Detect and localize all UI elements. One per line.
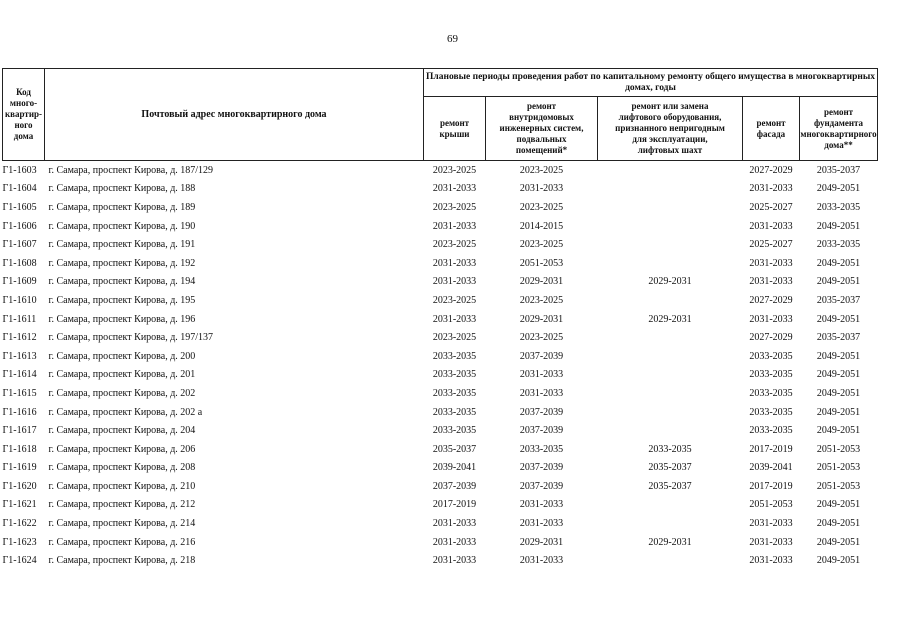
cell-address: г. Самара, проспект Кирова, д. 212 (48, 499, 196, 511)
cell-address: г. Самара, проспект Кирова, д. 201 (48, 369, 196, 381)
header-elevator: ремонт или замена лифтового оборудования, признанного непригодным для эксплуатации, лифтовых шахт (598, 97, 743, 161)
cell-code: Г1-1603 (2, 164, 37, 176)
cell-foundation: 2049-2051 (816, 350, 861, 362)
cell-address: г. Самара, проспект Кирова, д. 208 (48, 462, 196, 474)
cell-roof: 2031-2033 (432, 183, 477, 195)
cell-address: г. Самара, проспект Кирова, д. 210 (48, 480, 196, 492)
cell-facade: 2027-2029 (749, 164, 793, 176)
cell-facade: 2033-2035 (749, 406, 793, 418)
cell-elevator (598, 366, 743, 385)
cell-facade: 2033-2035 (749, 350, 793, 362)
cell-roof: 2023-2025 (432, 294, 477, 306)
cell-elevator (598, 180, 743, 199)
cell-code: Г1-1621 (2, 499, 37, 511)
table-row (3, 514, 878, 533)
header-foundation: ремонт фундамента многоквартирного дома** (800, 97, 878, 161)
cell-facade: 2031-2033 (749, 518, 793, 530)
cell-facade: 2017-2019 (749, 443, 793, 455)
cell-elevator (598, 235, 743, 254)
table-row (3, 273, 878, 292)
cell-elevator: 2035-2037 (648, 462, 692, 474)
cell-elevator (598, 198, 743, 217)
cell-elevator (598, 347, 743, 366)
cell-elevator: 2029-2031 (648, 536, 692, 548)
cell-facade: 2031-2033 (749, 555, 793, 567)
cell-code: Г1-1620 (2, 480, 37, 492)
cell-address: г. Самара, проспект Кирова, д. 194 (48, 276, 196, 288)
header-facade: ремонт фасада (743, 97, 800, 161)
cell-systems: 2023-2025 (519, 164, 564, 176)
cell-code: Г1-1606 (2, 220, 37, 232)
cell-address: г. Самара, проспект Кирова, д. 197/137 (48, 332, 214, 344)
cell-roof: 2037-2039 (432, 480, 477, 492)
header-code: Код много- квартир- ного дома (3, 69, 45, 161)
cell-address: г. Самара, проспект Кирова, д. 218 (48, 555, 196, 567)
table-row (3, 347, 878, 366)
table-row (3, 421, 878, 440)
cell-facade: 2027-2029 (749, 294, 793, 306)
table-row (3, 198, 878, 217)
cell-systems: 2023-2025 (519, 294, 564, 306)
cell-roof: 2023-2025 (432, 201, 477, 213)
cell-facade: 2031-2033 (749, 220, 793, 232)
cell-roof: 2017-2019 (432, 499, 477, 511)
cell-address: г. Самара, проспект Кирова, д. 196 (48, 313, 196, 325)
cell-code: Г1-1605 (2, 201, 37, 213)
cell-roof: 2039-2041 (432, 462, 477, 474)
cell-code: Г1-1624 (2, 555, 37, 567)
cell-address: г. Самара, проспект Кирова, д. 191 (48, 239, 196, 251)
cell-address: г. Самара, проспект Кирова, д. 206 (48, 443, 196, 455)
cell-code: Г1-1623 (2, 536, 37, 548)
cell-address: г. Самара, проспект Кирова, д. 188 (48, 183, 196, 195)
cell-systems: 2031-2033 (519, 499, 564, 511)
cell-facade: 2031-2033 (749, 257, 793, 269)
table-row (3, 440, 878, 459)
table-row (3, 310, 878, 329)
cell-elevator (598, 551, 743, 570)
cell-address: г. Самара, проспект Кирова, д. 190 (48, 220, 196, 232)
cell-foundation: 2033-2035 (816, 201, 861, 213)
cell-foundation: 2051-2053 (816, 443, 861, 455)
cell-foundation: 2049-2051 (816, 220, 861, 232)
cell-elevator: 2029-2031 (648, 276, 692, 288)
cell-foundation: 2049-2051 (816, 406, 861, 418)
table-row (3, 366, 878, 385)
cell-elevator: 2035-2037 (648, 480, 692, 492)
cell-elevator (598, 514, 743, 533)
cell-address: г. Самара, проспект Кирова, д. 195 (48, 294, 196, 306)
cell-elevator: 2029-2031 (648, 313, 692, 325)
cell-roof: 2031-2033 (432, 220, 477, 232)
cell-code: Г1-1615 (2, 387, 37, 399)
cell-elevator (598, 291, 743, 310)
cell-address: г. Самара, проспект Кирова, д. 214 (48, 518, 196, 530)
table-row (3, 328, 878, 347)
cell-systems: 2029-2031 (519, 276, 564, 288)
cell-facade: 2025-2027 (749, 239, 793, 251)
cell-address: г. Самара, проспект Кирова, д. 187/129 (48, 164, 214, 176)
table-row (3, 291, 878, 310)
cell-code: Г1-1612 (2, 332, 37, 344)
cell-elevator (598, 384, 743, 403)
cell-code: Г1-1622 (2, 518, 37, 530)
header-group-title: Плановые периоды проведения работ по капитальному ремонту общего имущества в многоквартирных домах, годы (424, 69, 878, 97)
cell-foundation: 2049-2051 (816, 499, 861, 511)
cell-roof: 2033-2035 (432, 387, 477, 399)
header-roof: ремонт крыши (424, 97, 486, 161)
table-row (3, 477, 878, 496)
table-row (3, 403, 878, 422)
cell-code: Г1-1616 (2, 406, 37, 418)
repair-schedule-table (2, 68, 878, 570)
cell-foundation: 2049-2051 (816, 276, 861, 288)
cell-foundation: 2049-2051 (816, 257, 861, 269)
cell-roof: 2031-2033 (432, 276, 477, 288)
table-row (3, 161, 878, 180)
cell-address: г. Самара, проспект Кирова, д. 216 (48, 536, 196, 548)
cell-address: г. Самара, проспект Кирова, д. 189 (48, 201, 196, 213)
cell-foundation: 2051-2053 (816, 480, 861, 492)
cell-systems: 2031-2033 (519, 183, 564, 195)
cell-systems: 2031-2033 (519, 369, 564, 381)
cell-code: Г1-1614 (2, 369, 37, 381)
cell-systems: 2037-2039 (519, 462, 564, 474)
cell-address: г. Самара, проспект Кирова, д. 202 а (48, 406, 203, 418)
cell-code: Г1-1609 (2, 276, 37, 288)
cell-foundation: 2049-2051 (816, 536, 861, 548)
cell-roof: 2031-2033 (432, 536, 477, 548)
cell-systems: 2051-2053 (519, 257, 564, 269)
cell-facade: 2033-2035 (749, 425, 793, 437)
cell-foundation: 2051-2053 (816, 462, 861, 474)
cell-code: Г1-1610 (2, 294, 37, 306)
cell-roof: 2033-2035 (432, 425, 477, 437)
cell-foundation: 2049-2051 (816, 369, 861, 381)
cell-systems: 2037-2039 (519, 480, 564, 492)
cell-foundation: 2049-2051 (816, 313, 861, 325)
cell-facade: 2033-2035 (749, 387, 793, 399)
cell-elevator (598, 217, 743, 236)
cell-systems: 2029-2031 (519, 536, 564, 548)
cell-address: г. Самара, проспект Кирова, д. 202 (48, 387, 196, 399)
cell-code: Г1-1608 (2, 257, 37, 269)
cell-code: Г1-1604 (2, 183, 37, 195)
cell-systems: 2023-2025 (519, 239, 564, 251)
cell-address: г. Самара, проспект Кирова, д. 192 (48, 257, 196, 269)
cell-roof: 2031-2033 (432, 518, 477, 530)
cell-roof: 2023-2025 (432, 239, 477, 251)
cell-systems: 2023-2025 (519, 201, 564, 213)
cell-facade: 2025-2027 (749, 201, 793, 213)
cell-roof: 2033-2035 (432, 350, 477, 362)
cell-systems: 2031-2033 (519, 387, 564, 399)
table-row (3, 533, 878, 552)
table-row (3, 235, 878, 254)
cell-foundation: 2049-2051 (816, 555, 861, 567)
table-row (3, 217, 878, 236)
cell-foundation: 2049-2051 (816, 425, 861, 437)
table-row (3, 254, 878, 273)
cell-code: Г1-1613 (2, 350, 37, 362)
cell-systems: 2031-2033 (519, 518, 564, 530)
cell-address: г. Самара, проспект Кирова, д. 200 (48, 350, 196, 362)
header-systems: ремонт внутридомовых инженерных систем, подвальных помещений* (486, 97, 598, 161)
cell-systems: 2031-2033 (519, 555, 564, 567)
cell-systems: 2029-2031 (519, 313, 564, 325)
cell-facade: 2051-2053 (749, 499, 793, 511)
cell-code: Г1-1611 (2, 313, 37, 325)
cell-foundation: 2049-2051 (816, 518, 861, 530)
cell-systems: 2014-2015 (519, 220, 564, 232)
cell-elevator (598, 254, 743, 273)
cell-facade: 2031-2033 (749, 536, 793, 548)
cell-elevator (598, 328, 743, 347)
cell-facade: 2039-2041 (749, 462, 793, 474)
table-row (3, 496, 878, 515)
cell-facade: 2027-2029 (749, 332, 793, 344)
cell-systems: 2033-2035 (519, 443, 564, 455)
table-row (3, 180, 878, 199)
cell-code: Г1-1617 (2, 425, 37, 437)
table-row (3, 384, 878, 403)
cell-code: Г1-1607 (2, 239, 37, 251)
cell-elevator (598, 496, 743, 515)
cell-elevator: 2033-2035 (648, 443, 692, 455)
cell-facade: 2033-2035 (749, 369, 793, 381)
cell-foundation: 2035-2037 (816, 294, 861, 306)
cell-systems: 2037-2039 (519, 350, 564, 362)
cell-facade: 2031-2033 (749, 276, 793, 288)
cell-elevator (598, 421, 743, 440)
cell-roof: 2031-2033 (432, 313, 477, 325)
cell-facade: 2031-2033 (749, 183, 793, 195)
cell-code: Г1-1618 (2, 443, 37, 455)
cell-foundation: 2049-2051 (816, 183, 861, 195)
cell-systems: 2023-2025 (519, 332, 564, 344)
cell-foundation: 2035-2037 (816, 332, 861, 344)
cell-roof: 2023-2025 (432, 332, 477, 344)
cell-elevator (598, 403, 743, 422)
cell-elevator (598, 161, 743, 180)
cell-address: г. Самара, проспект Кирова, д. 204 (48, 425, 196, 437)
cell-roof: 2031-2033 (432, 257, 477, 269)
cell-foundation: 2035-2037 (816, 164, 861, 176)
cell-foundation: 2033-2035 (816, 239, 861, 251)
cell-roof: 2023-2025 (432, 164, 477, 176)
cell-systems: 2037-2039 (519, 406, 564, 418)
cell-roof: 2035-2037 (432, 443, 477, 455)
table-row (3, 459, 878, 478)
cell-systems: 2037-2039 (519, 425, 564, 437)
cell-facade: 2031-2033 (749, 313, 793, 325)
cell-roof: 2031-2033 (432, 555, 477, 567)
page-number: 69 (447, 33, 458, 45)
table-row (3, 551, 878, 570)
header-address: Почтовый адрес многоквартирного дома (45, 69, 424, 161)
table-body (3, 161, 878, 571)
cell-roof: 2033-2035 (432, 406, 477, 418)
cell-facade: 2017-2019 (749, 480, 793, 492)
cell-roof: 2033-2035 (432, 369, 477, 381)
cell-foundation: 2049-2051 (816, 387, 861, 399)
cell-code: Г1-1619 (2, 462, 37, 474)
